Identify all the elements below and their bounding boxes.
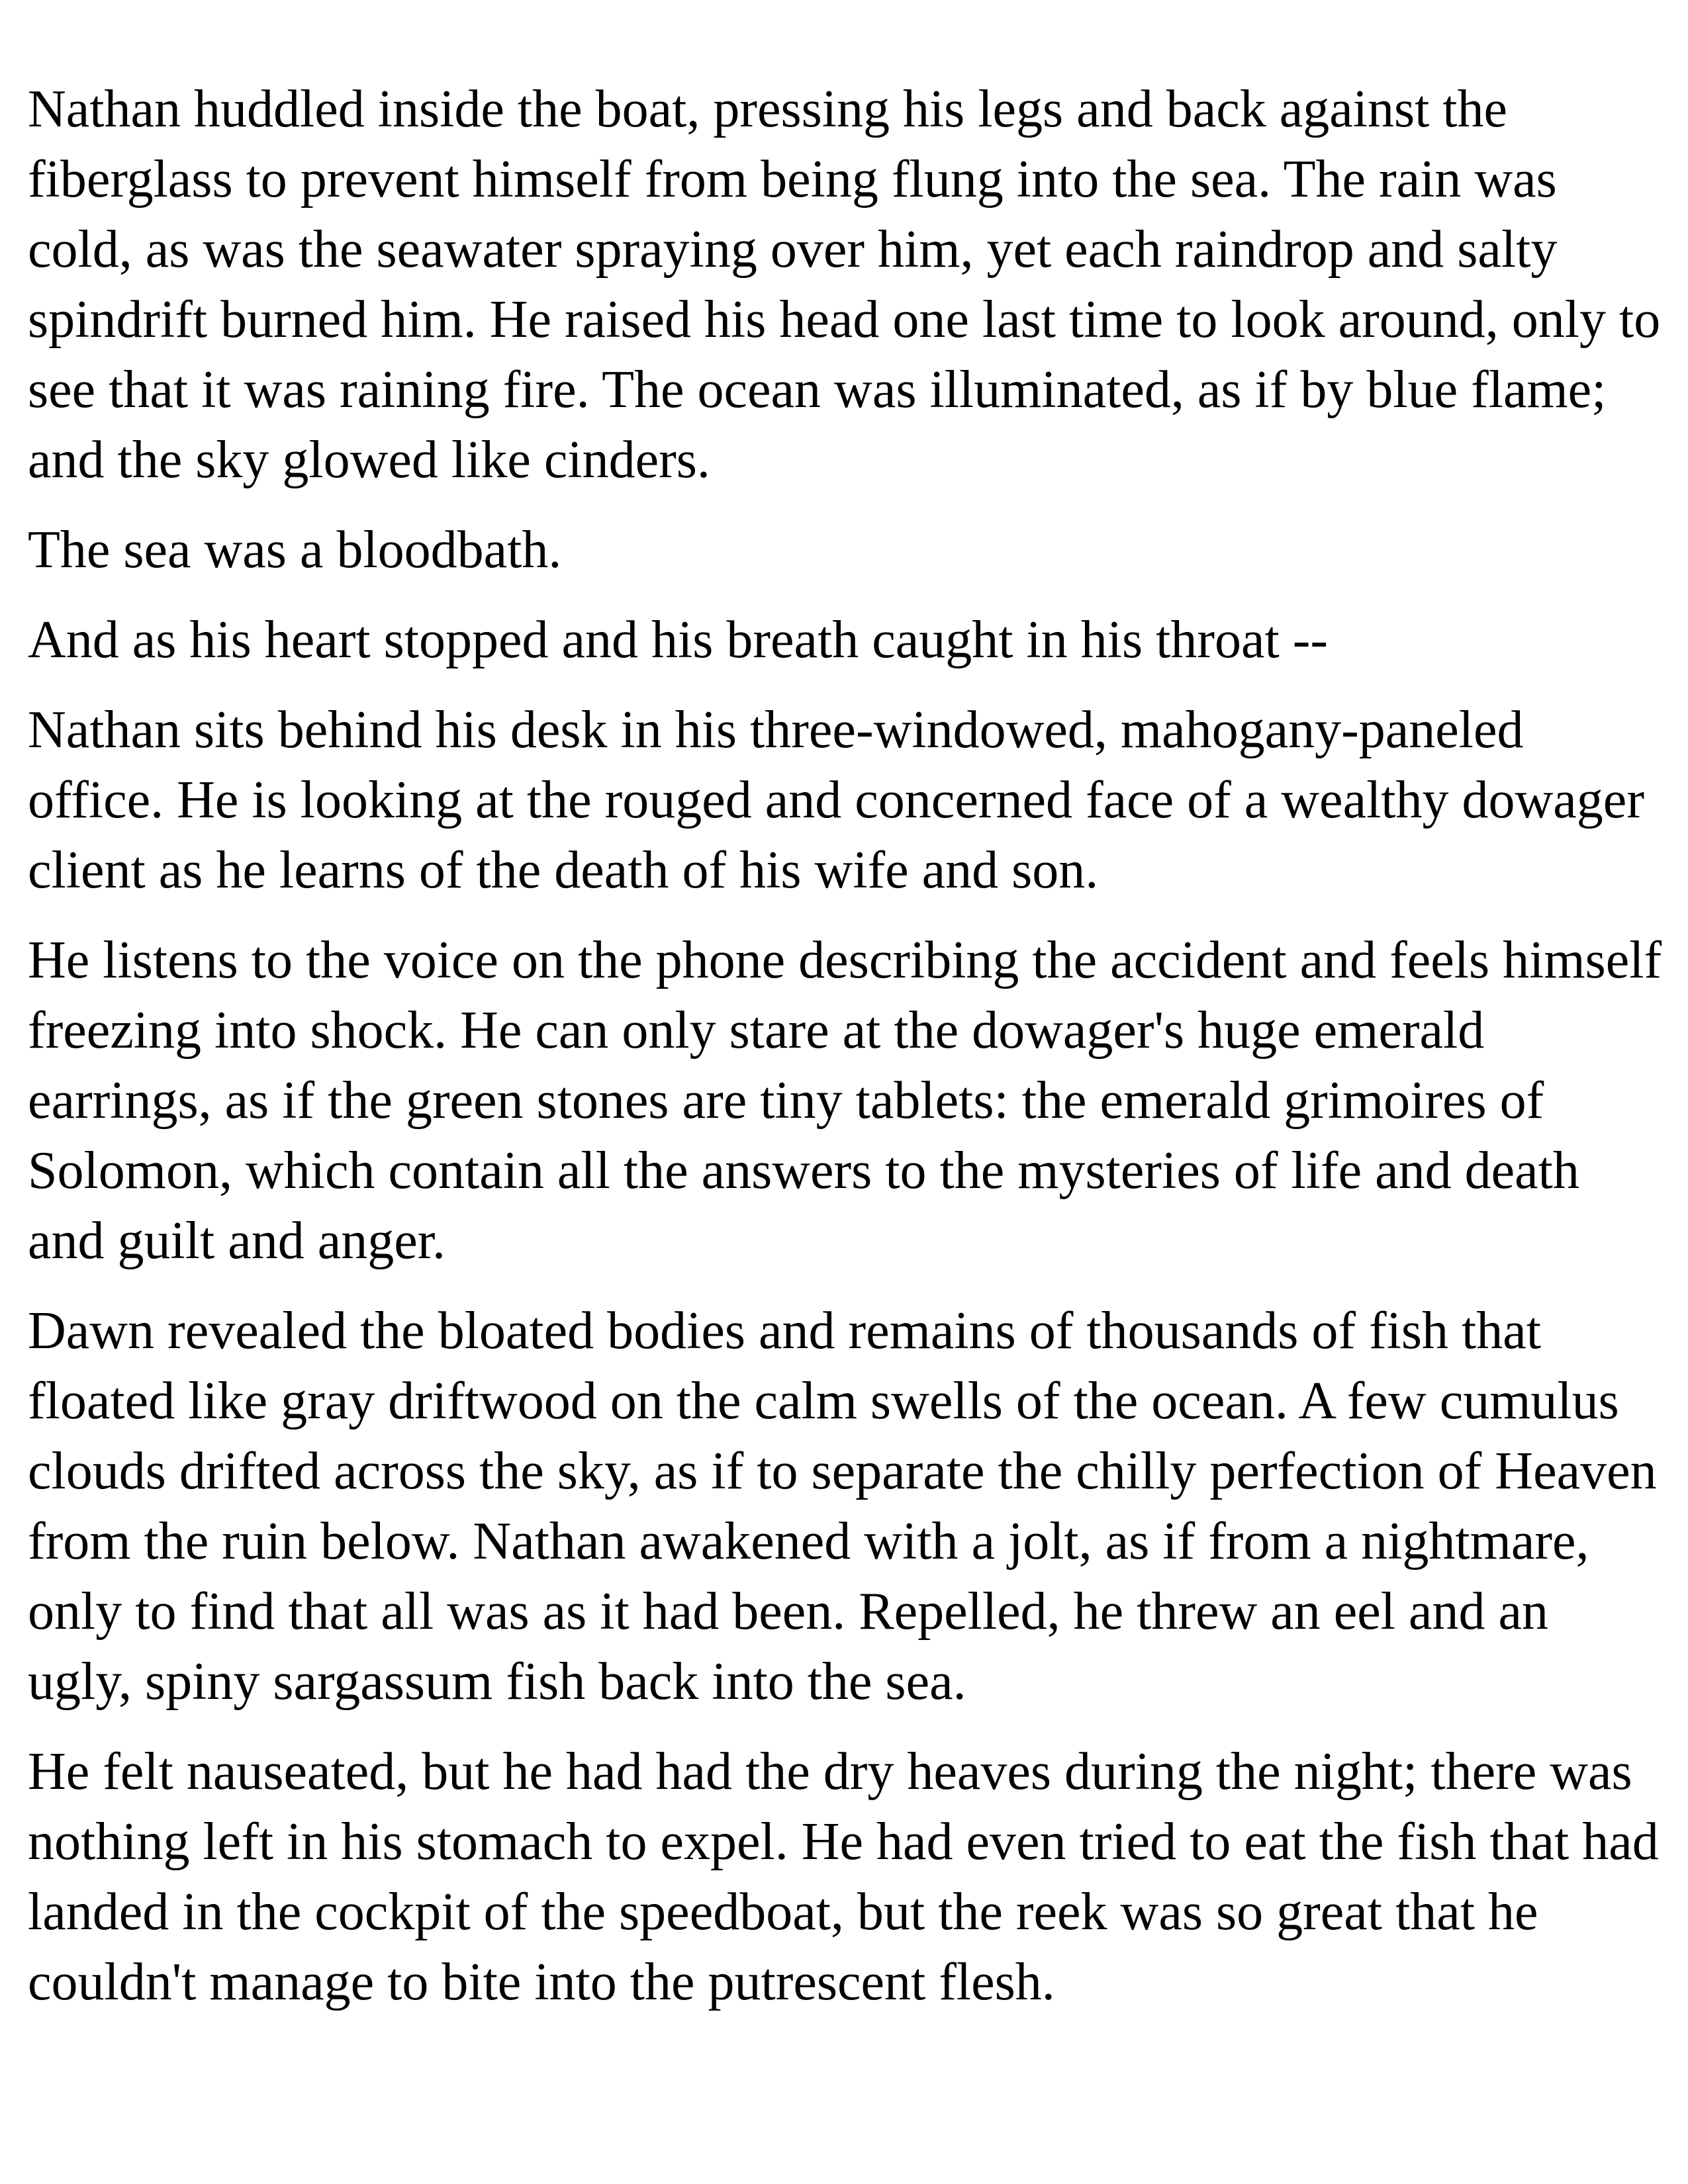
paragraph-6: Dawn revealed the bloated bodies and remains of thousands of fish that floated like gray driftwood on the calm swells of the ocean. A few cumulus clouds drifted across the sky, as if to separate the chilly perfection of Heaven from the ruin below. Nathan awakened with a jolt, as if from a nightmare, only to find that all was as it had been. Repelled, he threw an eel and an ugly, spiny sargassum fish back into the sea.	[28, 1302, 1657, 1711]
paragraph-1: Nathan huddled inside the boat, pressing his legs and back against the fiberglass to prevent himself from being flung into the sea. The rain was cold, as was the seawater spraying over him, yet each raindrop and salty spindrift burned him. He raised his head one last time to look around, only to see that it was raining fire. The ocean was illuminated, as if by blue flame; and the sky glowed like cinders.	[28, 80, 1661, 489]
paragraph-2: The sea was a bloodbath.	[28, 521, 562, 579]
document-page	[28, 74, 1663, 2037]
paragraph-4: Nathan sits behind his desk in his three-windowed, mahogany-paneled office. He is looking at the rouged and concerned face of a wealthy dowager client as he learns of the death of his wife and son.	[28, 701, 1644, 899]
paragraph-5: He listens to the voice on the phone describing the accident and feels himself freezing into shock. He can only stare at the dowager's huge emerald earrings, as if the green stones are tiny tablets: the emerald grimoires of Solomon, which contain all the answers to the mysteries of life and death and guilt and anger.	[28, 931, 1662, 1270]
paragraph-3: And as his heart stopped and his breath caught in his throat --	[28, 611, 1328, 669]
paragraph-7: He felt nauseated, but he had had the dry heaves during the night; there was nothing left in his stomach to expel. He had even tried to eat the fish that had landed in the cockpit of the speedboat, but the reek was so great that he couldn't manage to bite into the putrescent flesh.	[28, 1743, 1659, 2011]
